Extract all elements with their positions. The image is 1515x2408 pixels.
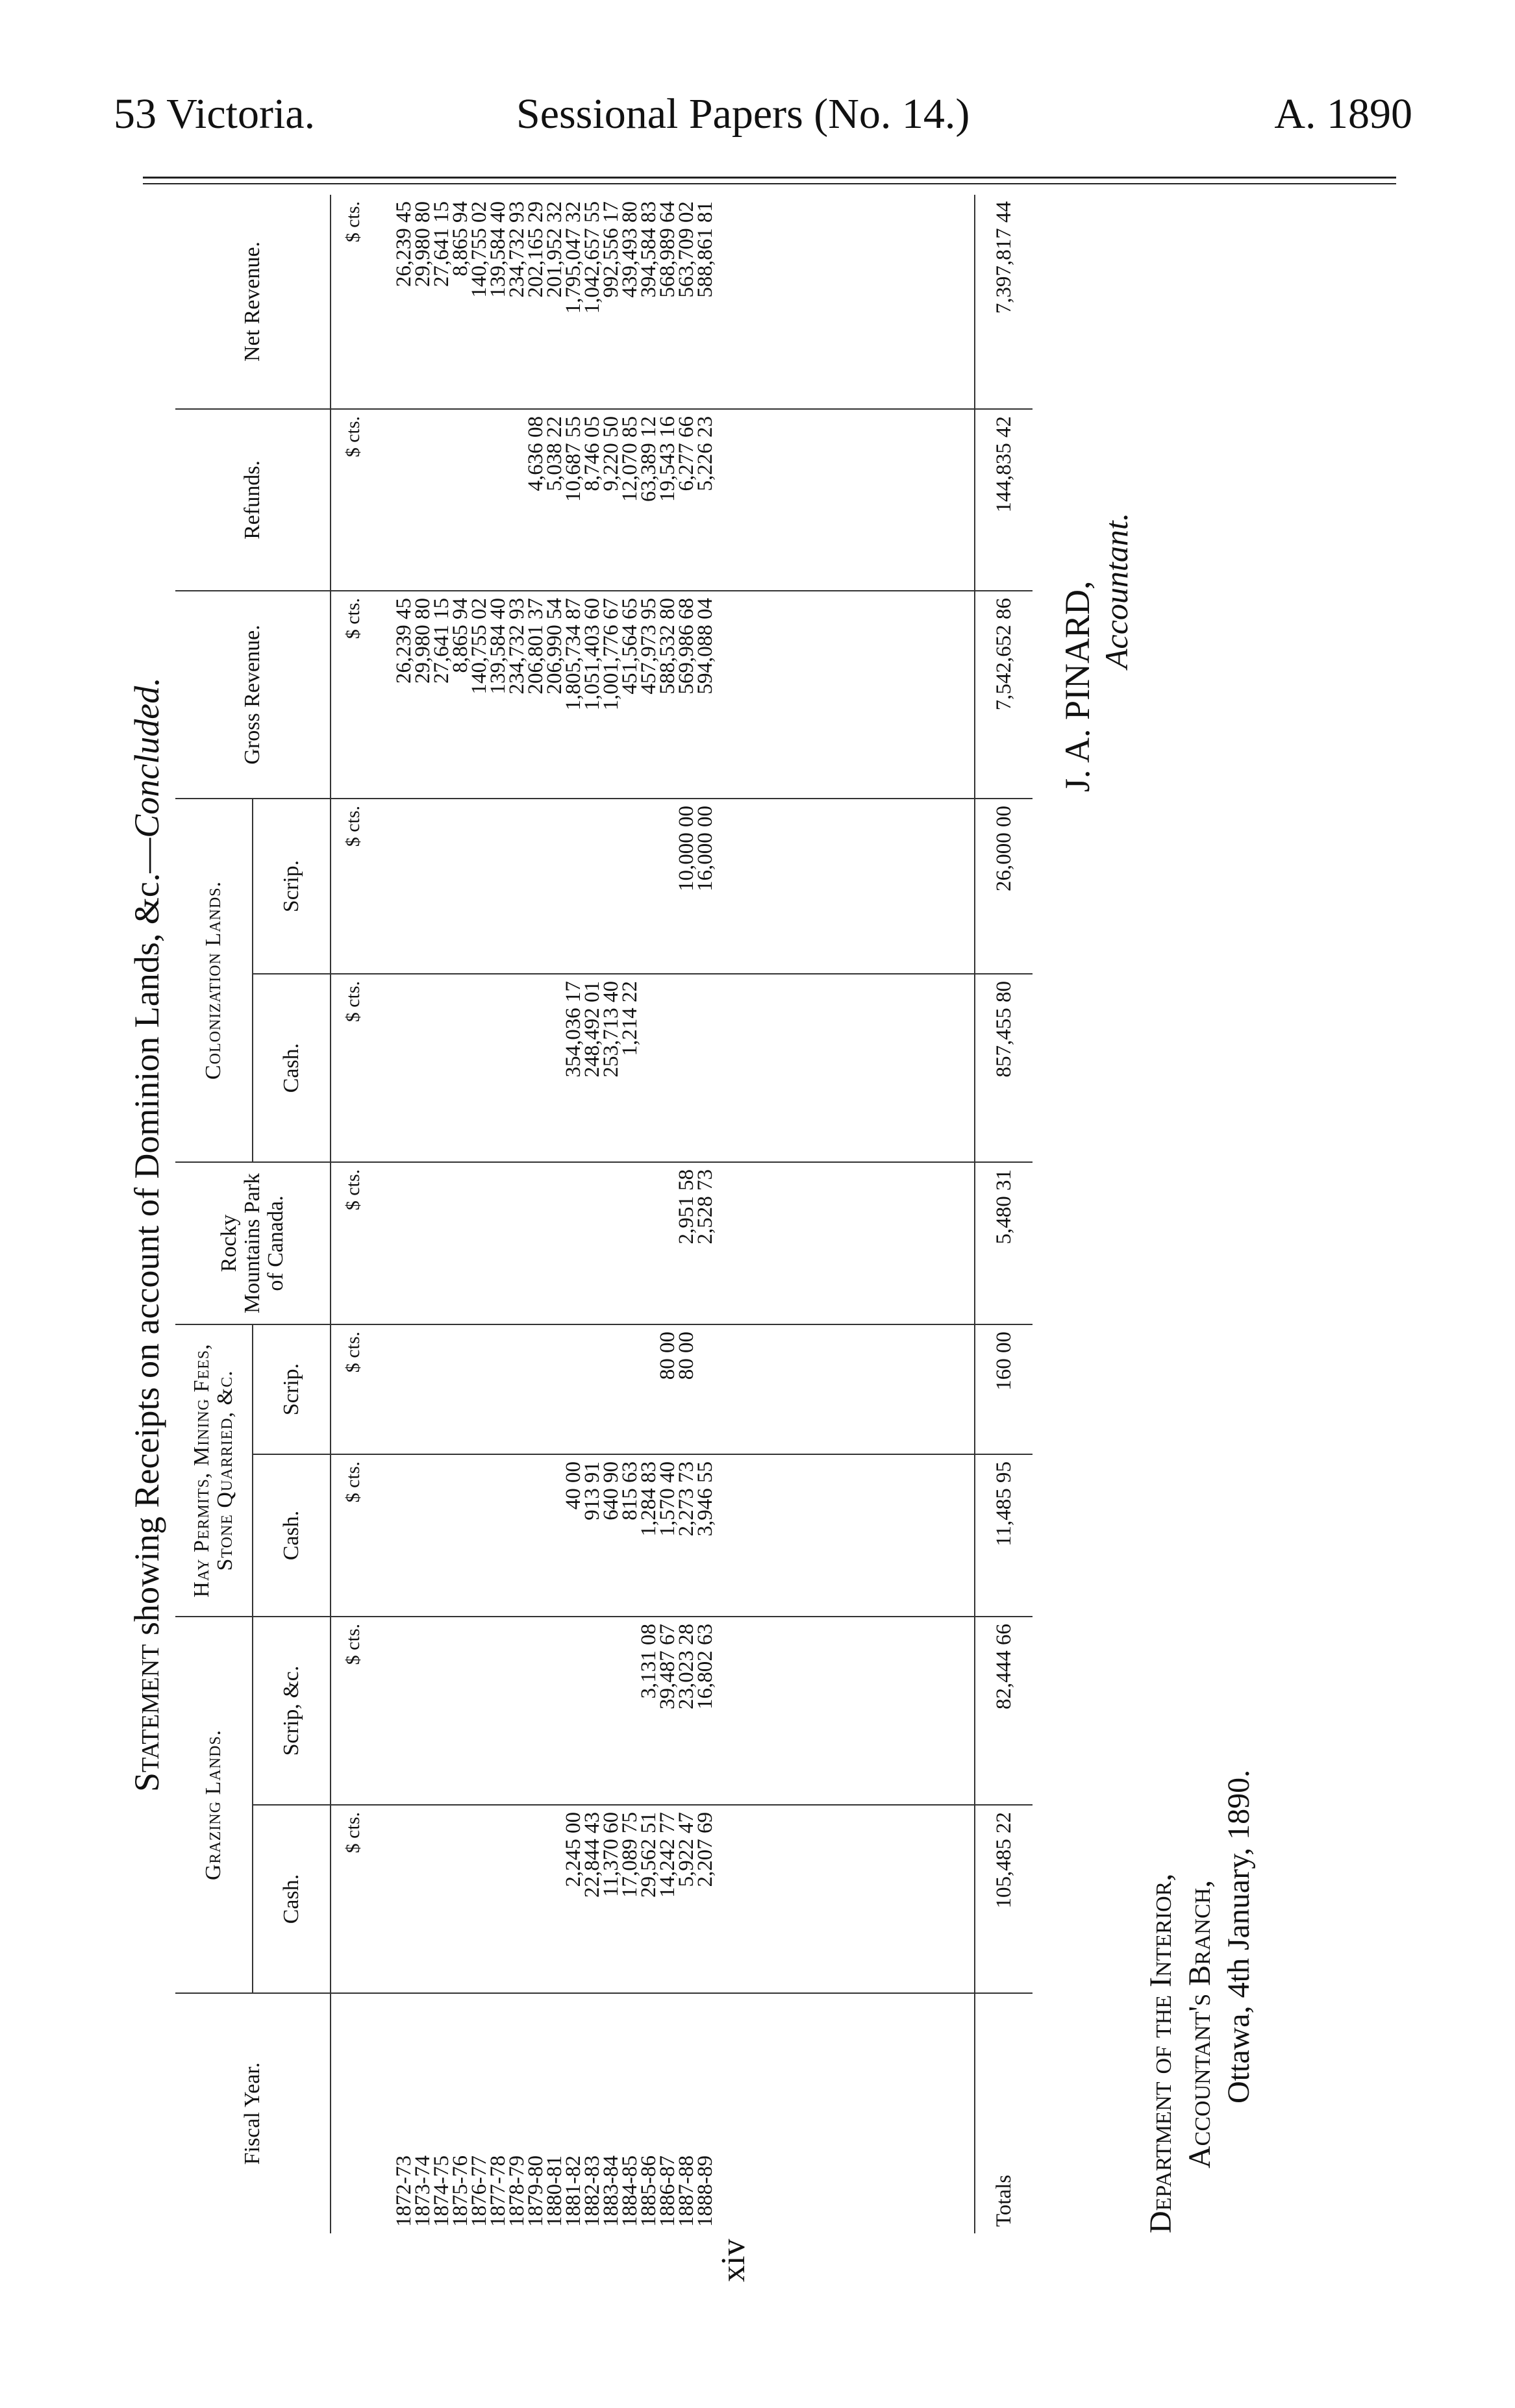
table-cell — [527, 1461, 545, 1609]
table-cell — [527, 1812, 545, 1986]
table-cell: 1874-75 — [430, 2155, 453, 2227]
table-cell: 394,584 83 — [637, 201, 660, 298]
unit-label: $ cts. — [331, 799, 375, 974]
rocky-column — [375, 1162, 975, 1324]
table-cell — [489, 981, 508, 1155]
table-cell — [508, 981, 527, 1155]
table-cell — [432, 1624, 451, 1798]
table-cell — [451, 1812, 470, 1986]
header-paper: Sessional Papers (No. 14.) — [516, 90, 970, 138]
table-cell — [508, 1812, 527, 1986]
table-cell — [470, 1624, 489, 1798]
table-cell — [470, 416, 489, 584]
table-cell — [432, 1169, 451, 1317]
table-cell: 139,584 40 — [486, 597, 510, 695]
table-cell: 11,370 60 — [599, 1812, 623, 1897]
total-hay-scrip: 160 00 — [975, 1324, 1033, 1454]
table-cell: 39,487 67 — [656, 1623, 679, 1709]
table-cell — [508, 1169, 527, 1317]
total-refunds: 144,835 42 — [975, 409, 1033, 591]
table-cell — [395, 1812, 414, 1986]
table-cell: 1,214 22 — [618, 980, 642, 1056]
table-cell: 26,239 45 — [392, 597, 416, 684]
table-cell: 1882-83 — [581, 2155, 604, 2227]
unit-label: $ cts. — [331, 974, 375, 1162]
table-cell — [658, 981, 677, 1155]
table-cell — [545, 1332, 564, 1447]
table-cell — [451, 981, 470, 1155]
table-cell — [432, 416, 451, 584]
table-cell: 140,755 02 — [468, 597, 491, 695]
table-cell: 451,564 65 — [618, 597, 642, 695]
table-cell — [432, 1461, 451, 1609]
table-cell — [470, 981, 489, 1155]
receipts-table-rotated — [175, 195, 1033, 2233]
years-column — [375, 1993, 975, 2233]
table-cell: 6,277 66 — [675, 416, 698, 491]
hay-cash-column — [375, 1454, 975, 1617]
signature-role: Accountant. — [1098, 512, 1134, 669]
table-cell: 202,165 29 — [524, 201, 547, 298]
signature-name: J. A. PINARD, — [1058, 580, 1097, 792]
table-cell — [395, 1169, 414, 1317]
table-cell: 80 00 — [675, 1331, 698, 1380]
table-cell — [414, 1169, 432, 1317]
table-cell — [508, 1461, 527, 1609]
table-cell — [414, 416, 432, 584]
table-cell — [470, 1169, 489, 1317]
table-cell — [414, 981, 432, 1155]
unit-label: $ cts. — [331, 591, 375, 799]
totals-label: Totals — [975, 1993, 1033, 2233]
gross-column — [375, 591, 975, 799]
col-fiscal-year: Fiscal Year. — [175, 1993, 331, 2233]
table-cell — [489, 1461, 508, 1609]
table-cell: 2,245 00 — [562, 1812, 585, 1887]
table-cell — [451, 806, 470, 967]
units-row — [331, 195, 375, 2233]
table-cell — [621, 1169, 640, 1317]
table-cell: 1877-78 — [486, 2155, 510, 2227]
table-cell — [527, 1332, 545, 1447]
table-cell: 5,038 22 — [543, 416, 566, 491]
table-cell: 248,492 01 — [581, 980, 604, 1078]
unit-label: $ cts. — [331, 195, 375, 409]
table-cell — [395, 416, 414, 584]
table-cell: 588,861 81 — [694, 201, 717, 298]
table-cell: 1878-79 — [505, 2155, 529, 2227]
header-session: 53 Victoria. — [114, 90, 316, 138]
refunds-column — [375, 409, 975, 591]
table-cell: 27,641 15 — [430, 597, 453, 684]
table-cell: 1875-76 — [449, 2155, 472, 2227]
col-cash-column — [375, 974, 975, 1162]
col-grazing-lands: Grazing Lands. — [175, 1617, 253, 1993]
table-cell: 2,528 73 — [694, 1169, 717, 1245]
table-cell: 1888-89 — [694, 2155, 717, 2227]
table-cell — [395, 1332, 414, 1447]
table-cell: 439,493 80 — [618, 201, 642, 298]
table-cell — [583, 1332, 602, 1447]
table-cell — [489, 1169, 508, 1317]
table-cell — [489, 1624, 508, 1798]
department-line-3: Ottawa, 4th January, 1890. — [1221, 1769, 1256, 2104]
table-cell: 4,636 08 — [524, 416, 547, 491]
grazing-cash-column — [375, 1805, 975, 1993]
unit-label: $ cts. — [331, 1454, 375, 1617]
table-cell — [696, 1332, 715, 1447]
table-cell — [640, 981, 658, 1155]
table-cell: 2,951 58 — [675, 1169, 698, 1245]
table-cell: 201,952 32 — [543, 201, 566, 298]
table-cell — [527, 1169, 545, 1317]
table-cell: 1881-82 — [562, 2155, 585, 2227]
table-cell: 234,732 93 — [505, 597, 529, 695]
table-cell — [621, 806, 640, 967]
table-cell: 1884-85 — [618, 2155, 642, 2227]
table-cell: 10,687 55 — [562, 416, 585, 502]
table-cell: 1,284 83 — [637, 1461, 660, 1537]
table-cell — [470, 1332, 489, 1447]
table-cell — [451, 1461, 470, 1609]
subcol-col-cash: Cash. — [253, 974, 331, 1162]
totals-row — [975, 195, 1033, 2233]
table-cell — [545, 1169, 564, 1317]
subcol-col-scrip: Scrip. — [253, 799, 331, 974]
table-cell: 40 00 — [562, 1461, 585, 1510]
table-cell — [432, 981, 451, 1155]
table-cell — [602, 1332, 621, 1447]
table-cell — [564, 806, 583, 967]
total-hay-cash: 11,485 95 — [975, 1454, 1033, 1617]
table-cell: 8,746 05 — [581, 416, 604, 491]
table-cell — [602, 1169, 621, 1317]
table-cell: 8,865 94 — [449, 597, 472, 673]
table-cell — [621, 1332, 640, 1447]
header-year: A. 1890 — [1274, 90, 1412, 138]
table-cell: 253,713 40 — [599, 980, 623, 1078]
unit-label: $ cts. — [331, 1162, 375, 1324]
table-cell: 457,973 95 — [637, 597, 660, 695]
unit-label: $ cts. — [331, 1617, 375, 1805]
total-col-scrip: 26,000 00 — [975, 799, 1033, 974]
table-cell: 1886-87 — [656, 2155, 679, 2227]
table-cell — [545, 1624, 564, 1798]
table-cell: 1880-81 — [543, 2155, 566, 2227]
table-cell — [583, 1169, 602, 1317]
subcol-grazing-cash: Cash. — [253, 1805, 331, 1993]
header-rule — [143, 177, 1396, 179]
table-cell — [640, 806, 658, 967]
table-title: Statement showing Receipts on account of Dominion Lands, &c.—Concluded. — [127, 677, 166, 1792]
col-gross-revenue: Gross Revenue. — [175, 591, 331, 799]
table-cell — [489, 1812, 508, 1986]
subcol-hay-scrip: Scrip. — [253, 1324, 331, 1454]
table-cell — [432, 1812, 451, 1986]
table-cell — [414, 1812, 432, 1986]
table-cell — [395, 806, 414, 967]
table-cell — [395, 981, 414, 1155]
table-cell: 640 90 — [599, 1461, 623, 1521]
table-cell: 1,042,657 55 — [581, 201, 604, 314]
table-cell: 1,051,403 60 — [581, 597, 604, 711]
table-cell: 23,023 28 — [675, 1623, 698, 1709]
running-header — [114, 90, 1412, 148]
table-cell — [432, 806, 451, 967]
table-cell: 815 63 — [618, 1461, 642, 1521]
table-cell — [527, 806, 545, 967]
table-cell: 5,226 23 — [694, 416, 717, 491]
table-cell: 992,556 17 — [599, 201, 623, 298]
col-net-revenue: Net Revenue. — [175, 195, 331, 409]
table-cell — [451, 1332, 470, 1447]
department-line-1: Department of the Interior, — [1144, 1873, 1178, 2233]
table-cell: 1,001,776 67 — [599, 597, 623, 711]
col-colonization-lands: Colonization Lands. — [175, 799, 253, 1162]
table-cell — [508, 1332, 527, 1447]
table-cell — [564, 1332, 583, 1447]
table-cell — [602, 806, 621, 967]
table-cell: 1885-86 — [637, 2155, 660, 2227]
grazing-scrip-column — [375, 1617, 975, 1805]
table-cell — [508, 1624, 527, 1798]
table-cell: 1872-73 — [392, 2155, 416, 2227]
net-column — [375, 195, 975, 409]
table-cell — [564, 1624, 583, 1798]
table-cell: 1887-88 — [675, 2155, 698, 2227]
table-cell: 140,755 02 — [468, 201, 491, 298]
table-cell: 14,242 77 — [656, 1812, 679, 1898]
total-col-cash: 857,455 80 — [975, 974, 1033, 1162]
table-cell: 234,732 93 — [505, 201, 529, 298]
table-cell — [677, 981, 696, 1155]
table-cell — [451, 416, 470, 584]
table-cell: 3,946 55 — [694, 1461, 717, 1537]
table-cell: 588,532 80 — [656, 597, 679, 695]
total-gross: 7,542,652 86 — [975, 591, 1033, 799]
table-cell: 1883-84 — [599, 2155, 623, 2227]
table-cell — [508, 806, 527, 967]
col-rocky-mountains: Rocky Mountains Park of Canada. — [175, 1162, 331, 1324]
table-cell: 17,089 75 — [618, 1812, 642, 1898]
table-cell — [564, 1169, 583, 1317]
unit-label: $ cts. — [331, 1805, 375, 1993]
table-cell: 29,980 80 — [411, 201, 434, 287]
table-cell: 12,070 85 — [618, 416, 642, 502]
table-cell: 19,543 16 — [656, 416, 679, 502]
header-row-1 — [175, 195, 253, 2233]
table-cell — [414, 806, 432, 967]
table-cell: 206,990 54 — [543, 597, 566, 695]
table-cell — [451, 1624, 470, 1798]
table-cell: 5,922 47 — [675, 1812, 698, 1887]
table-cell — [545, 806, 564, 967]
receipts-table — [175, 195, 1033, 2233]
table-cell — [470, 806, 489, 967]
total-rocky: 5,480 31 — [975, 1162, 1033, 1324]
unit-label: $ cts. — [331, 1324, 375, 1454]
table-cell: 354,036 17 — [562, 980, 585, 1078]
table-cell: 1,570 40 — [656, 1461, 679, 1537]
table-cell: 569,986 68 — [675, 597, 698, 695]
col-refunds: Refunds. — [175, 409, 331, 591]
table-cell: 913 91 — [581, 1461, 604, 1521]
table-cell: 568,989 64 — [656, 201, 679, 298]
table-cell — [602, 1624, 621, 1798]
total-net: 7,397,817 44 — [975, 195, 1033, 409]
data-body — [375, 195, 975, 2233]
table-cell — [583, 1624, 602, 1798]
table-cell: 27,641 15 — [430, 201, 453, 287]
table-cell — [489, 1332, 508, 1447]
header-rule-thin — [143, 183, 1396, 184]
table-cell: 206,801 37 — [524, 597, 547, 695]
table-cell — [395, 1624, 414, 1798]
table-cell: 10,000 00 — [675, 805, 698, 891]
table-cell — [470, 1461, 489, 1609]
table-cell: 594,088 04 — [694, 597, 717, 695]
table-cell — [696, 981, 715, 1155]
table-cell — [527, 1624, 545, 1798]
total-grazing-scrip: 82,444 66 — [975, 1617, 1033, 1805]
page-number: xiv — [715, 2239, 752, 2282]
table-cell: 63,389 12 — [637, 416, 660, 502]
table-cell: 1879-80 — [524, 2155, 547, 2227]
table-cell — [414, 1461, 432, 1609]
table-cell: 1,805,734 87 — [562, 597, 585, 711]
table-cell: 2,273 73 — [675, 1461, 698, 1537]
table-cell — [640, 1169, 658, 1317]
table-cell — [414, 1624, 432, 1798]
table-cell: 1873-74 — [411, 2155, 434, 2227]
subcol-grazing-scrip: Scrip, &c. — [253, 1617, 331, 1805]
table-cell: 563,709 02 — [675, 201, 698, 298]
table-cell — [583, 806, 602, 967]
table-cell — [414, 1332, 432, 1447]
table-cell: 1876-77 — [468, 2155, 491, 2227]
table-cell: 8,865 94 — [449, 201, 472, 277]
table-cell: 80 00 — [656, 1331, 679, 1380]
table-cell — [527, 981, 545, 1155]
table-cell — [470, 1812, 489, 1986]
col-hay-permits: Hay Permits, Mining Fees, Stone Quarried, &c. — [175, 1324, 253, 1617]
table-cell — [432, 1332, 451, 1447]
table-cell: 26,239 45 — [392, 201, 416, 287]
department-line-2: Accountant's Branch, — [1183, 1880, 1217, 2168]
col-scrip-column — [375, 799, 975, 974]
table-cell — [395, 1461, 414, 1609]
table-cell — [451, 1169, 470, 1317]
subcol-hay-cash: Cash. — [253, 1454, 331, 1617]
table-cell: 29,562 51 — [637, 1812, 660, 1898]
table-cell: 16,802 63 — [694, 1623, 717, 1709]
hay-scrip-column — [375, 1324, 975, 1454]
table-cell: 3,131 08 — [637, 1623, 660, 1699]
table-cell: 16,000 00 — [694, 805, 717, 891]
table-cell: 2,207 69 — [694, 1812, 717, 1887]
table-cell: 139,584 40 — [486, 201, 510, 298]
total-grazing-cash: 105,485 22 — [975, 1805, 1033, 1993]
table-cell: 1,795,047 32 — [562, 201, 585, 314]
table-cell: 22,844 43 — [581, 1812, 604, 1898]
table-cell — [489, 806, 508, 967]
table-cell — [489, 416, 508, 584]
unit-label: $ cts. — [331, 409, 375, 591]
table-cell: 9,220 50 — [599, 416, 623, 491]
table-cell: 29,980 80 — [411, 597, 434, 684]
